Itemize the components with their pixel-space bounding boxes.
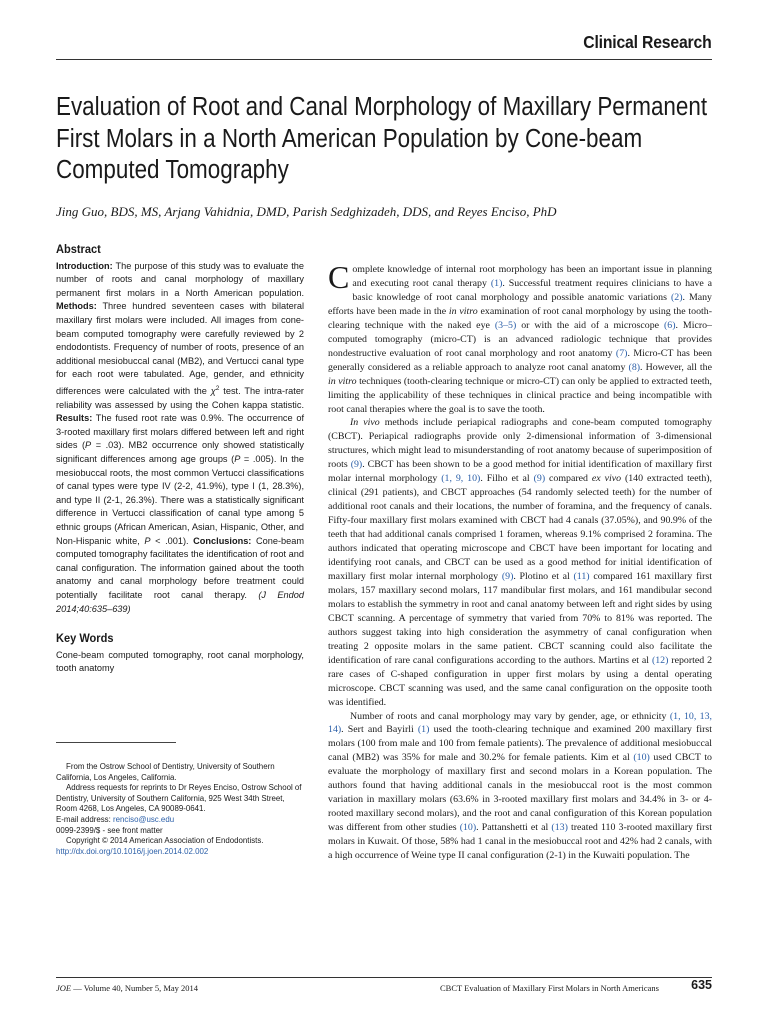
chi-symbol: χ [210,386,216,396]
body-text: . CBCT has been shown to be a good method for initial identification of maxillary first molar internal morphology [328,459,713,485]
conclusions-label: Conclusions: [193,535,252,546]
issue-info: — Volume 40, Number 5, May 2014 [71,983,199,993]
ref-link[interactable]: (10) [633,752,650,764]
body-text: . However, all the [640,361,712,373]
results-text-c: = .005). In the mesiobuccal roots, the most common Vertucci classifications of canal types were type IV (2-2, 41.9%), type I (1, 28.3%), and type II (2-1, 26.3%). There was a statistically significant difference in Vertucci classification of canal type among 5 ethnic groups (African American, Asian, Hispanic, Other, and Non-Hispanic white, [56,453,304,546]
journal-abbrev: JOE [56,983,72,993]
body-text: used the tooth-clearing technique and examined 200 maxillary first molars (100 from male and 100 from female patients). The prevalence of additional mesiobuccal canal (MB2) was 35% for male and 30.2% for female patients. Kim et al [328,724,712,764]
results-text-a: The fused root rate was 0.9%. The occurrence of 3-rooted maxillary first molars differed between left and right sides ( [56,413,304,451]
header-rule [56,59,712,60]
email-line [56,815,304,826]
body-text: . Many efforts have been made in the [328,291,712,317]
ref-link[interactable]: (11) [573,570,590,582]
methods-text-b: test. The intra-rater reliability was assessed by using the Cohen kappa statistic. [56,386,304,410]
italic-term: ex vivo [591,473,622,485]
copyright: Copyright © 2014 American Association of Endodontists. [66,836,264,846]
affiliation: From the Ostrow School of Dentistry, University of Southern California, Los Angeles, California. [56,762,275,782]
italic-term: In vivo [350,417,380,429]
body-text: or with the aid of a microscope [516,319,664,331]
abstract-heading: Abstract [56,242,101,256]
p-value-symbol: P [85,440,92,451]
p-value-symbol: P [234,453,241,464]
methods-label: Methods: [56,301,97,312]
results-text-b: = .03). MB2 occurrence only showed statistically significant differences among age groups ( [56,440,304,464]
body-column [328,259,713,863]
ref-link[interactable]: (8) [628,361,641,373]
abstract [56,260,304,617]
body-text: (140 extracted teeth), clinical (291 patients), and CBCT approaches (54 randomly selected teeth) for the number of additional root canals and their locations, the number of foramina, and the frequency of canals. Fifty-four maxillary first molars examined with CBCT had 4 canals (37.05%), and 90.9% of the teeth that had additional canals comprised 1 foramen, whereas 9.1% comprised 2 foramina. The authors indicated that operating microscope and CBCT have been important for locating and identifying root canals, and CBCT can be used as a good method for initial identification of maxillary first molar internal morphology [328,473,713,582]
email-label: E-mail address: [56,814,114,824]
footer-rule [56,977,712,978]
abstract-text [56,260,304,617]
email-link[interactable]: renciso@usc.edu [113,814,175,824]
body-text: omplete knowledge of internal root morphology has been an important issue in planning and executing root canal therapy [352,264,712,289]
body-text: compared [545,473,592,485]
section-label: Clinical Research [583,32,712,52]
ref-link[interactable]: (3–5) [494,319,517,331]
ref-link[interactable]: (1, 10, 13, 14) [328,710,713,736]
chi-superscript: 2 [215,384,220,392]
journal-citation: (J Endod 2014;40:635–639) [56,589,304,614]
body-paragraph-3 [328,710,712,863]
ref-link[interactable]: (9) [501,570,514,582]
issn: 0099-2399/$ - see front matter [56,825,163,835]
article-title: Evaluation of Root and Canal Morphology of Maxillary Permanent First Molars in a North American Population by Cone-beam Computed Tomography [56,93,708,184]
p-value-symbol: P [144,535,151,546]
italic-term: in vitro [328,375,357,387]
footnotes [56,762,304,857]
results-text-d: < .001). [150,535,194,546]
body-text: . Plotino et al [513,570,574,582]
author-list: Jing Guo, BDS, MS, Arjang Vahidnia, DMD, Parish Sedghizadeh, DDS, and Reyes Enciso, PhD [56,204,557,219]
drop-cap: C [328,259,350,295]
ref-link[interactable]: (1) [417,724,430,736]
ref-link[interactable]: (10) [459,822,477,834]
page-number: 635 [691,978,712,992]
ref-link[interactable]: (6) [663,319,676,331]
doi-line [56,847,304,858]
body-text: . Sert and Bayirli [341,724,418,736]
intro-label: Introduction: [56,260,113,271]
body-text: . Micro–computed tomography (micro-CT) is an advanced radiologic technique that provides nondestructive evaluation of root canal morphology and root anatomy [328,319,712,359]
body-text: Number of roots and canal morphology may vary by gender, age, or ethnicity [350,710,670,722]
ref-link[interactable]: (1) [490,277,503,289]
body-text: reported 2 rare cases of C-shaped configuration in upper first molars by using a dental operating microscope. CBCT scanning was used, and the same canal configuration on the opposite tooth was identified. [328,654,713,708]
ref-link[interactable]: (9) [533,473,546,485]
reprint-address: Address requests for reprints to Dr Reyes Enciso, Ostrow School of Dentistry, University of Southern California, 925 West 34th Street, Room 4268, Los Angeles, CA 90089-0641. [56,783,302,814]
footnote-rule [56,742,176,743]
body-text: . Pattanshetti et al [476,822,552,834]
running-title: CBCT Evaluation of Maxillary First Molars in North Americans [440,983,659,993]
ref-link[interactable]: (12) [651,654,669,666]
ref-link[interactable]: (1, 9, 10) [441,473,481,485]
keywords-heading: Key Words [56,631,114,646]
body-paragraph-1 [328,259,712,416]
results-label: Results: [56,413,93,424]
body-text: . Filho et al [480,473,534,485]
body-text: . Successful treatment requires clinicians to have a basic knowledge of root canal morphology and possible anatomic variations [352,277,712,303]
body-text: . Micro-CT has been generally considered as a reliable approach to analyze root canal anatomy [328,347,712,373]
italic-term: in vitro [448,305,478,317]
body-text: methods include periapical radiographs and cone-beam computed tomography (CBCT). Periapical radiographs provide only 2-dimensional information of 3-dimensional structures, which might lead to misunderstanding of root anatomy because of superimposition of roots [328,417,712,471]
body-text: compared 161 maxillary first molars, 157 maxillary second molars, 117 mandibular first molars, and 161 mandibular second molars to establish the symmetry in root and canal anatomy between left and right sides by using CBCT scanning. A percentage of symmetry that varied from 70% to 81% was reported. The authors suggest taking into high consideration the asymmetry of canal configuration when treating 2 opposite molars in the same patient. CBCT scanning could also facilitate the identification of rare canal configurations according to the authors. Martins et al [328,570,712,666]
body-text: techniques (tooth-clearing technique or micro-CT) can only be applied to extracted teeth, limiting the applicability of these techniques in clinical practice and being incompatible with root canal therapies where the goal is to save the tooth. [328,375,712,415]
intro-text: The purpose of this study was to evaluate the number of roots and canal morphology of maxillary permanent first molars in a North American population. [56,260,304,298]
left-column [56,243,304,676]
ref-link[interactable]: (9) [350,459,363,471]
body-text: used CBCT to evaluate the morphology of maxillary first and second molars in a Korean population. The authors found that having additional canals in the mesiobuccal root is the most common variation in maxillary molars (63.6% in 3-rooted maxillary first molars and 34.4% in 3- or 4-rooted maxillary second molars), and the root and canal configuration of this Korean population was different from other studies [328,752,712,834]
body-text: examination of root canal morphology by using the tooth-clearing technique with the naked eye [328,305,712,331]
body-paragraph-2 [328,416,712,709]
footer-journal-info [56,983,198,993]
body-text: treated 110 3-rooted maxillary first molars in Kuwait. Of those, 58% had 1 canal in the mesiobuccal root and 42% had 2 canals, with a high occurrence of Weine type II canal configuration (2-1) in the Kuwaiti population. The [328,822,712,862]
keywords-text: Cone-beam computed tomography, root canal morphology, tooth anatomy [56,649,304,674]
doi-link[interactable]: http://dx.doi.org/10.1016/j.joen.2014.02.002 [56,846,209,856]
ref-link[interactable]: (7) [615,347,628,359]
methods-text-a: Three hundred seventeen cases with bilateral maxillary first molars were included. All images from cone-beam computed tomography were carefully reviewed by 2 endodontists. Frequency of number of roots, presence of an additional mesiobuccal canal (MB2), and Vertucci canal type for each root were tabulated. Age, gender, and ethnicity differences were calculated with the [56,301,304,396]
ref-link[interactable]: (2) [670,291,683,303]
conclusions-text: Cone-beam computed tomography facilitates the identification of root and canal configuration. The information gained about the tooth anatomy and canal morphology before treatment could potentially facilitate root canal therapy. [56,535,304,600]
ref-link[interactable]: (13) [551,822,568,834]
